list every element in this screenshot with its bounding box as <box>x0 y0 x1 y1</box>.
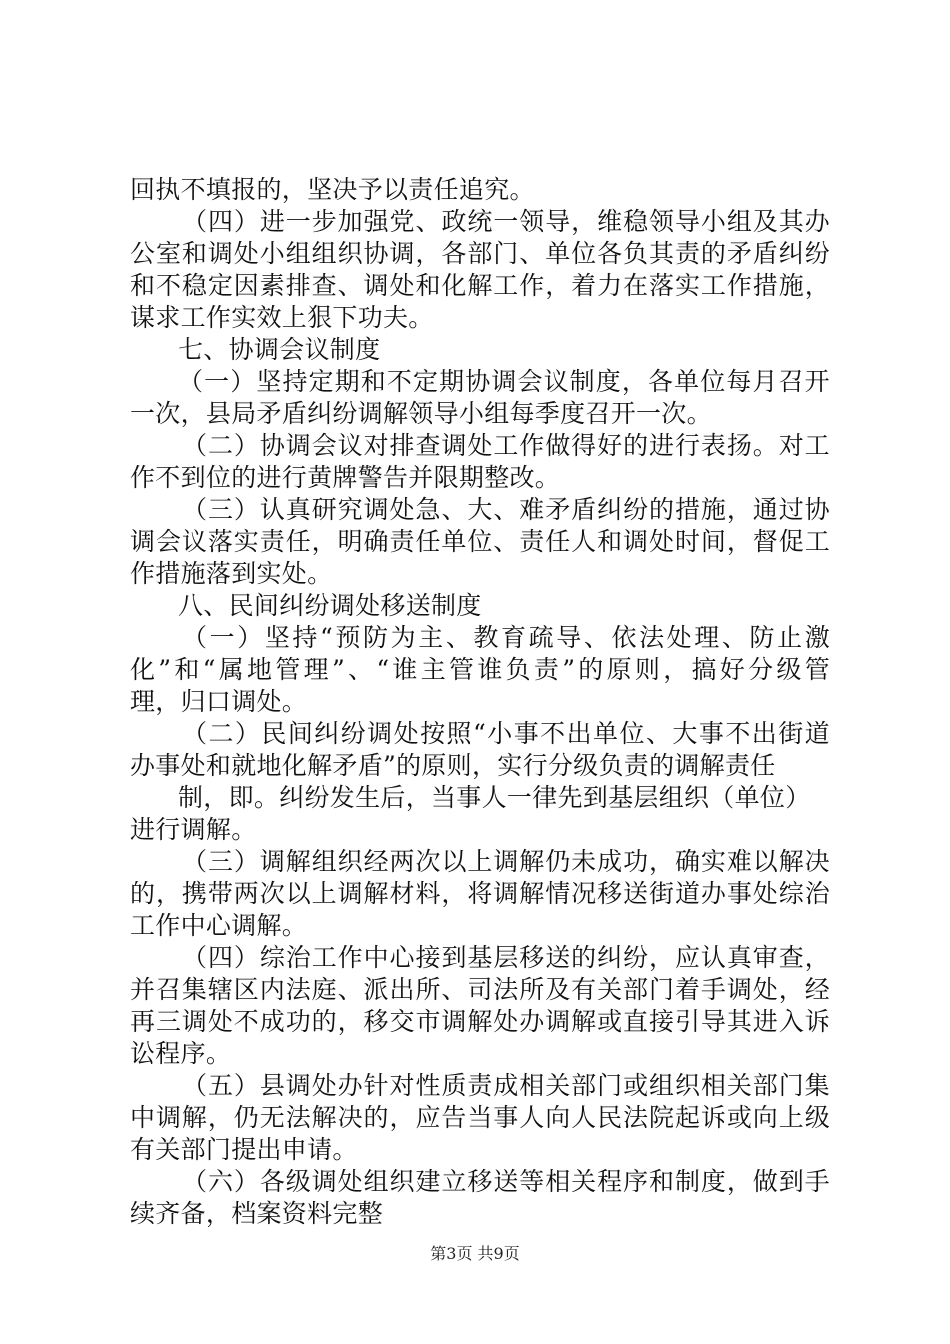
text-line: 续齐备，档案资料完整 <box>130 1199 384 1228</box>
text-line: 并召集辖区内法庭、派出所、司法所及有关部门着手调处，经 <box>130 975 830 1004</box>
page-footer: 第3页 共9页 <box>430 1244 520 1263</box>
section-heading: 七、协调会议制度 <box>178 335 381 364</box>
text-line: 的，携带两次以上调解材料，将调解情况移送街道办事处综治 <box>130 879 830 908</box>
text-line: （三）调解组织经两次以上调解仍未成功，确实难以解决 <box>182 847 830 876</box>
text-line: （五）县调处办针对性质责成相关部门或组织相关部门集 <box>182 1071 830 1100</box>
text-line: （一）坚持定期和不定期协调会议制度，各单位每月召开 <box>178 367 830 396</box>
text-line: 再三调处不成功的，移交市调解处办调解或直接引导其进入诉 <box>130 1007 830 1036</box>
section-heading: 八、民间纠纷调处移送制度 <box>178 591 482 620</box>
text-line: 公室和调处小组组织协调，各部门、单位各负其责的矛盾纠纷 <box>130 239 830 268</box>
text-line: 一次，县局矛盾纠纷调解领导小组每季度召开一次。 <box>130 399 712 428</box>
text-line: 工作中心调解。 <box>130 911 308 940</box>
text-line: 制，即。纠纷发生后，当事人一律先到基层组织（单位） <box>178 783 811 812</box>
text-line: （三）认真研究调处急、大、难矛盾纠纷的措施，通过协 <box>182 495 830 524</box>
text-line: 和不稳定因素排查、调处和化解工作，着力在落实工作措施， <box>130 271 830 300</box>
text-line: 办事处和就地化解矛盾”的原则，实行分级负责的调解责任 <box>130 751 776 780</box>
text-line: （四）进一步加强党、政统一领导，维稳领导小组及其办 <box>182 207 830 236</box>
text-line: （四）综治工作中心接到基层移送的纠纷，应认真审查， <box>182 943 830 972</box>
text-line: 回执不填报的，坚决予以责任追究。 <box>130 175 535 204</box>
text-line: （二）协调会议对排查调处工作做得好的进行表扬。对工 <box>182 431 830 460</box>
text-line: 谋求工作实效上狠下功夫。 <box>130 303 434 332</box>
text-line: 调会议落实责任，明确责任单位、责任人和调处时间，督促工 <box>130 527 830 556</box>
text-line: （一）坚持“预防为主、教育疏导、依法处理、防止激 <box>182 623 830 652</box>
text-line: 作不到位的进行黄牌警告并限期整改。 <box>130 463 561 492</box>
text-line: （六）各级调处组织建立移送等相关程序和制度，做到手 <box>182 1167 830 1196</box>
text-line: 中调解，仍无法解决的，应告当事人向人民法院起诉或向上级 <box>130 1103 830 1132</box>
text-line: 化”和“属地管理”、“谁主管谁负责”的原则，搞好分级管 <box>130 655 830 684</box>
text-line: 讼程序。 <box>130 1039 232 1068</box>
text-line: （二）民间纠纷调处按照“小事不出单位、大事不出街道 <box>182 719 830 748</box>
text-line: 作措施落到实处。 <box>130 559 333 588</box>
text-line: 理，归口调处。 <box>130 687 308 716</box>
text-line: 有关部门提出申请。 <box>130 1135 358 1164</box>
text-line: 进行调解。 <box>130 815 257 844</box>
